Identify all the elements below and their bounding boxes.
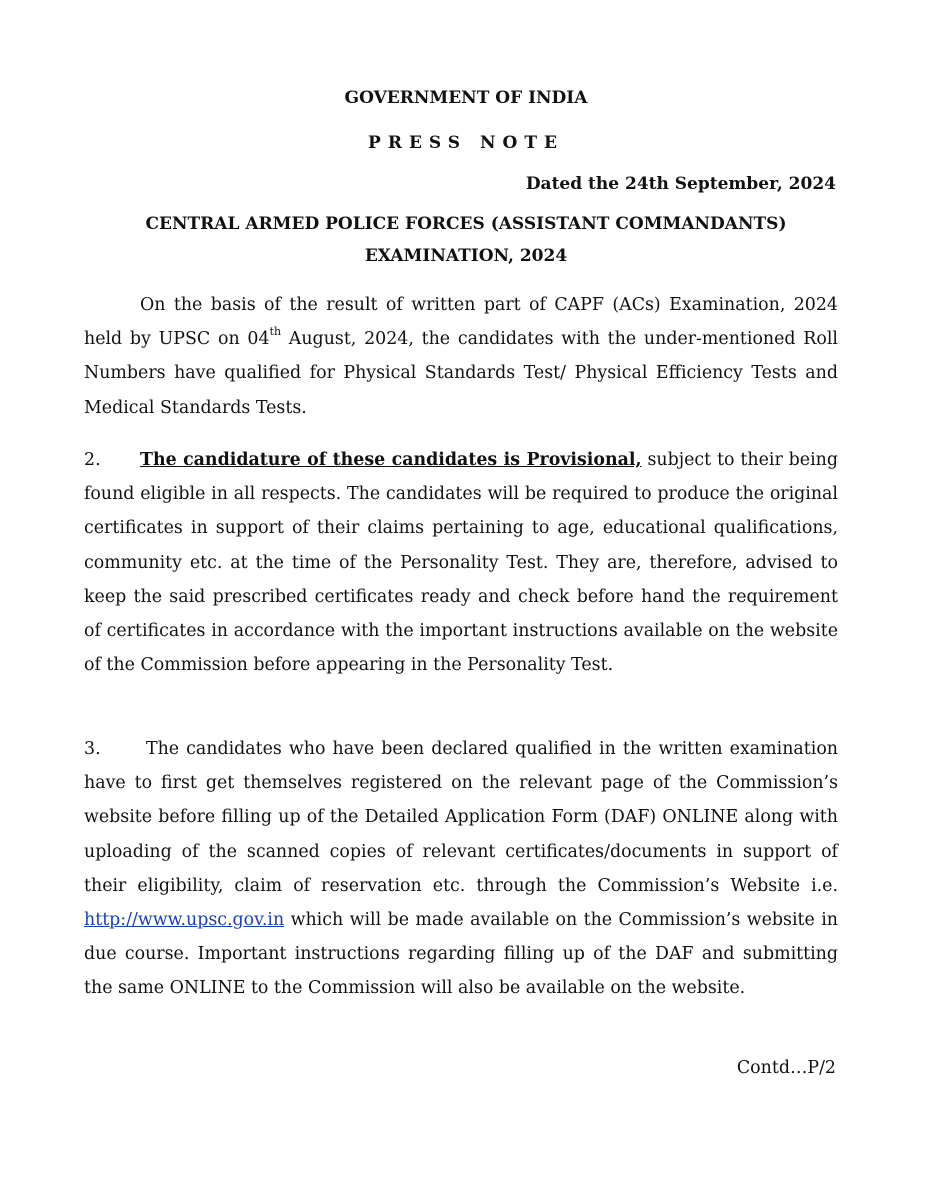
paragraph-2-number: 2. <box>84 450 101 470</box>
upsc-website-link[interactable]: http://www.upsc.gov.in <box>84 910 285 931</box>
paragraph-2-text: subject to their being found eligible in all respects. The candidates will be required to produce the original certificates in support of their claims pertaining to age, educational qualifications, community etc. at the time of the Personality Test. They are, therefore, advised to keep the said prescribed certificates ready and check before hand the requirement of certificates in accordance with the important instructions available on the website of the Commission before appearing in the Personality Test. <box>84 450 838 676</box>
paragraph-2 <box>84 443 838 682</box>
paragraph-3 <box>84 732 838 1006</box>
exam-title-line-2: EXAMINATION, 2024 <box>364 246 568 266</box>
paragraph-3-number: 3. <box>84 739 101 759</box>
paragraph-1-text-a: On the basis of the result of written part of CAPF (ACs) Examination, 2024 held by UPSC on 04 <box>84 295 838 350</box>
exam-title-line-1: CENTRAL ARMED POLICE FORCES (ASSISTANT COMMANDANTS) <box>145 214 787 234</box>
paragraph-1-text-b: August, 2024, the candidates with the under-mentioned Roll Numbers have qualified for Physical Standards Test/ Physical Efficiency Tests and Medical Standards Tests. <box>84 329 838 418</box>
paragraph-1 <box>84 288 838 425</box>
paragraph-3-text-b: which will be made available on the Commission’s website in due course. Important instructions regarding filling up of the DAF and submitting the same ONLINE to the Commission will also be available on the website. <box>84 910 838 999</box>
continued-page-marker: Contd…P/2 <box>736 1058 836 1078</box>
press-note-date: Dated the 24th September, 2024 <box>525 174 836 194</box>
paragraph-3-text-a: The candidates who have been declared qualified in the written examination have to first get themselves registered on the relevant page of the Commission’s website before filling up of the Detailed Application Form (DAF) ONLINE along with uploading of the scanned copies of relevant certificates/documents in support of their eligibility, claim of reservation etc. through the Commission’s Website i.e. <box>84 739 838 896</box>
government-heading: GOVERNMENT OF INDIA <box>344 88 588 108</box>
paragraph-1-superscript: th <box>269 325 282 339</box>
press-note-heading: PRESS NOTE <box>368 133 564 153</box>
provisional-candidature-statement: The candidature of these candidates is Provisional, <box>140 450 642 470</box>
